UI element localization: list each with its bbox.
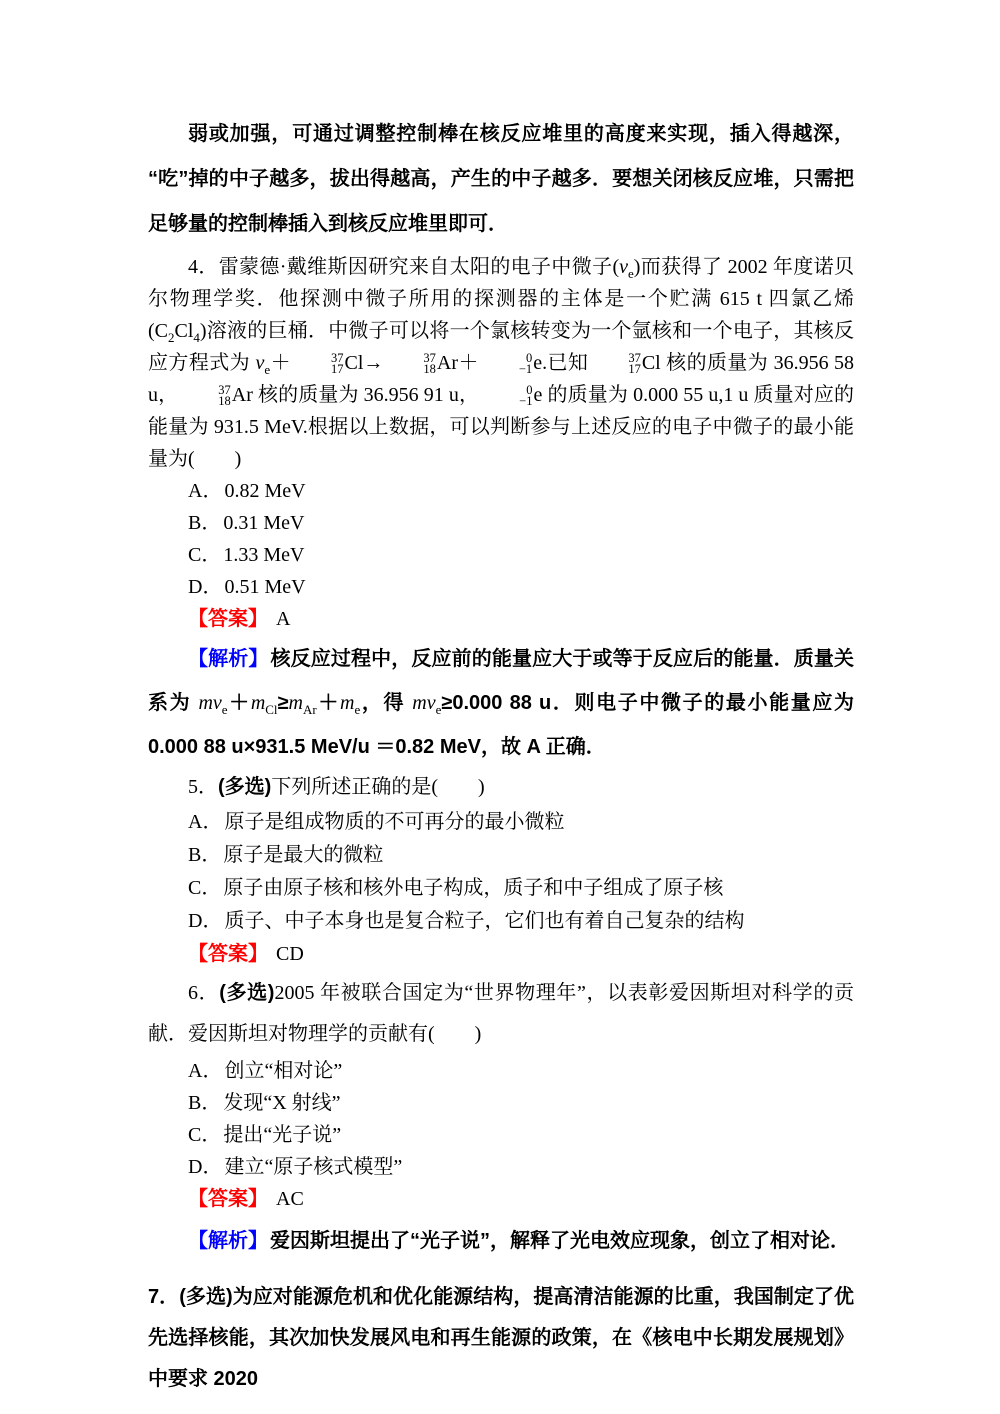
bold-run: (多选) — [219, 982, 275, 1004]
question-4-analysis — [148, 637, 854, 769]
nuclide-atomic-number: 18 — [423, 362, 436, 376]
text-run: 核的质量为 36.956 91 u， — [252, 384, 480, 406]
question-5-option-d — [148, 905, 854, 938]
question-6-option-d — [148, 1151, 854, 1183]
text-run: ＋ — [227, 692, 251, 714]
text-run: 6． — [188, 982, 220, 1004]
text-run: 爱因斯坦提出了“光子说”，解释了光电效应现象，创立了相对论． — [270, 1230, 850, 1252]
text-run: 原子是组成物质的不可再分的最小微粒 — [224, 811, 565, 833]
text-run: 创立“相对论” — [224, 1060, 343, 1082]
question-5-option-a — [148, 806, 854, 839]
text-run: 原子由原子核和核外电子构成，质子和中子组成了原子核 — [223, 877, 724, 899]
text-run: ＋ — [458, 352, 479, 374]
nuclide-atomic-number: −1 — [518, 362, 533, 376]
document-body — [148, 112, 854, 1400]
question-4-answer — [148, 603, 854, 635]
text-run: 弱或加强，可通过调整控制棒在核反应堆里的高度来实现，插入得越深，“吃”掉的中子越多，拔出得越高，产生的中子越多．要想关闭核反应堆，只需把足够量的控制棒插入到核反应堆里即可． — [148, 123, 854, 235]
answer-label: 【答案】 — [188, 943, 268, 965]
text-run: 7． — [148, 1286, 180, 1308]
text-run: A — [276, 608, 291, 630]
question-4-option-d — [148, 571, 854, 603]
nuclide-mass-number: 37 — [628, 351, 641, 365]
nuclide-symbol: e — [533, 384, 543, 406]
nuclide-atomic-number: 17 — [331, 362, 344, 376]
nuclide-notation — [383, 352, 458, 374]
question-5-option-b — [148, 839, 854, 872]
text-run: 质子、中子本身也是复合粒子，它们也有着自己复杂的结构 — [224, 910, 745, 932]
option-label: B． — [188, 512, 222, 534]
text-run: ＋ — [316, 692, 340, 714]
option-label: D． — [188, 910, 223, 932]
question-6-option-b — [148, 1087, 854, 1119]
nuclide-scripts — [291, 353, 344, 375]
subscript: e — [264, 362, 271, 377]
question-5-answer — [148, 938, 854, 971]
nuclide-scripts — [383, 353, 436, 375]
nuclide-atomic-number: −1 — [519, 394, 533, 408]
text-run: → — [363, 352, 384, 374]
nuclide-mass-number: 37 — [331, 351, 344, 365]
text-run: 0.82 MeV — [224, 480, 306, 502]
math-variable: mν — [198, 692, 222, 714]
text-run: 为应对能源危机和优化能源结构，提高清洁能源的比重，我国制定了优先选择核能，其次加快发展风电和再生能源的政策，在《核电中长期发展规划》中要求 2020 — [148, 1286, 855, 1390]
text-run: )溶液的巨桶．中微子可以将一个氯核转变为一个氩核和一个电子，其核反应方程式为 — [148, 320, 854, 374]
nuclide-mass-number: 37 — [423, 351, 436, 365]
text-run: 5． — [188, 776, 218, 798]
question-5-stem — [148, 771, 854, 804]
text-run: 2005 年被联合国定为“世界物理年”，以表彰爱因斯坦对科学的贡献．爱因斯坦对物理学的贡献有( ) — [148, 982, 854, 1045]
nuclide-notation — [178, 384, 253, 406]
nuclide-mass-number: 0 — [526, 383, 533, 397]
option-label: C． — [188, 1124, 222, 1146]
text-run: 0.31 MeV — [223, 512, 305, 534]
math-variable: m — [288, 692, 303, 714]
subscript: e — [354, 702, 361, 717]
nuclide-scripts — [588, 353, 641, 375]
nuclide-notation — [588, 352, 660, 374]
option-label: B． — [188, 844, 222, 866]
subscript: e — [221, 702, 228, 717]
text-run: AC — [276, 1188, 304, 1210]
text-run: 发现“X 射线” — [223, 1092, 341, 1114]
bold-run: (多选) — [218, 776, 272, 798]
nuclide-atomic-number: 18 — [218, 394, 231, 408]
text-run: 的质量为 0.000 55 u,1 u 质量对应的能量为 931.5 MeV.根据以上数据，可以判断参与上述反应的电子中微子的最小能量为( ) — [148, 384, 855, 470]
nuclide-scripts — [479, 353, 532, 375]
text-run: 下列所述正确的是( ) — [271, 776, 485, 798]
nuclide-symbol: Cl — [344, 352, 364, 374]
math-variable: ν — [619, 256, 628, 278]
math-variable: m — [339, 692, 355, 714]
option-label: C． — [188, 544, 222, 566]
text-run: 提出“光子说” — [223, 1124, 342, 1146]
question-4-stem — [148, 251, 854, 475]
text-run: 原子是最大的微粒 — [223, 844, 384, 866]
nuclide-symbol: Ar — [436, 352, 459, 374]
nuclide-scripts — [479, 385, 532, 407]
answer-label: 【答案】 — [188, 608, 268, 630]
option-label: C． — [188, 877, 222, 899]
question-4-option-a — [148, 475, 854, 507]
text-run: Cl — [174, 320, 194, 342]
question-6-stem — [148, 973, 854, 1055]
intro-paragraph — [148, 112, 854, 247]
subscript: 4 — [193, 330, 200, 345]
text-run: 建立“原子核式模型” — [224, 1156, 403, 1178]
text-run: ，得 — [360, 692, 413, 714]
nuclide-mass-number: 37 — [218, 383, 231, 397]
question-7-stem — [148, 1277, 854, 1400]
answer-label: 【答案】 — [188, 1188, 268, 1210]
question-6-analysis — [148, 1219, 854, 1263]
option-label: A． — [188, 480, 223, 502]
math-variable: mν — [412, 692, 436, 714]
text-run: 1.33 MeV — [223, 544, 305, 566]
subscript: Ar — [303, 702, 317, 717]
nuclide-symbol: e — [533, 352, 543, 374]
nuclide-notation — [479, 352, 542, 374]
nuclide-scripts — [178, 385, 231, 407]
option-label: D． — [188, 576, 223, 598]
bold-run: (多选) — [179, 1286, 233, 1308]
text-run: 4．雷蒙德·戴维斯因研究来自太阳的电子中微子( — [188, 256, 620, 278]
option-label: D． — [188, 1156, 223, 1178]
subscript: Cl — [265, 702, 278, 717]
question-6-answer — [148, 1183, 854, 1215]
text-run: .已知 — [542, 352, 589, 374]
option-label: B． — [188, 1092, 222, 1114]
subscript: 2 — [168, 330, 175, 345]
text-run: ≥0.000 88 u．则电子中微子的最小能量应为 0.000 88 u×931.5 MeV/u ＝0.82 MeV，故 A 正确． — [148, 692, 855, 758]
analysis-label: 【解析】 — [188, 1230, 268, 1252]
nuclide-symbol: Ar — [231, 384, 253, 406]
subscript: e — [435, 702, 442, 717]
text-run: CD — [276, 943, 304, 965]
question-6-option-a — [148, 1055, 854, 1087]
question-4-option-c — [148, 539, 854, 571]
analysis-label: 【解析】 — [188, 648, 269, 670]
text-run: 核的质量为 36.956 58 u， — [148, 352, 855, 406]
text-run: 0.51 MeV — [224, 576, 306, 598]
text-run: ≥ — [277, 692, 289, 714]
question-6-option-c — [148, 1119, 854, 1151]
subscript: e — [628, 266, 634, 281]
nuclide-notation — [479, 384, 542, 406]
math-variable: ν — [255, 352, 265, 374]
nuclide-mass-number: 0 — [525, 351, 533, 365]
question-5-option-c — [148, 872, 854, 905]
nuclide-symbol: Cl — [641, 352, 661, 374]
math-variable: m — [250, 692, 266, 714]
nuclide-notation — [291, 352, 363, 374]
text-run: )而获得了 2002 年度诺贝尔物理学奖．他探测中微子所用的探测器的主体是一个贮满 615 t 四氯乙烯(C — [148, 256, 854, 342]
option-label: A． — [188, 1060, 223, 1082]
nuclide-atomic-number: 17 — [628, 362, 641, 376]
text-run: 核反应过程中，反应前的能量应大于或等于反应后的能量．质量关系为 — [148, 648, 854, 714]
option-label: A． — [188, 811, 223, 833]
text-run: ＋ — [270, 352, 292, 374]
question-4-option-b — [148, 507, 854, 539]
